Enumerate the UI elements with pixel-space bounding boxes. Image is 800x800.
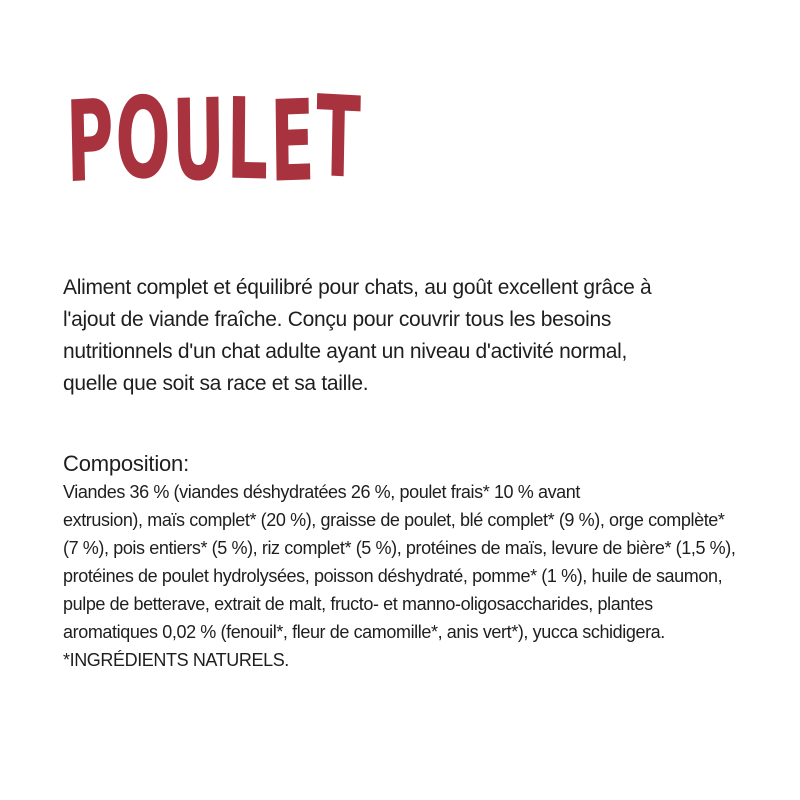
composition-line: *INGRÉDIENTS NATURELS.: [63, 650, 289, 670]
composition-line: Viandes 36 % (viandes déshydratées 26 %, poulet frais* 10 % avant: [63, 482, 581, 502]
product-description: [63, 272, 651, 400]
composition-line: protéines de poulet hydrolysées, poisson déshydraté, pomme* (1 %), huile de saumon,: [63, 566, 723, 586]
composition-line: aromatiques 0,02 % (fenouil*, fleur de camomille*, anis vert*), yucca schidigera.: [63, 622, 665, 642]
description-line: Aliment complet et équilibré pour chats, au goût excellent grâce à: [63, 276, 652, 299]
description-line: nutritionnels d'un chat adulte ayant un niveau d'activité normal,: [63, 340, 628, 363]
composition-ingredients: [63, 478, 735, 674]
description-line: l'ajout de viande fraîche. Conçu pour couvrir tous les besoins: [63, 308, 612, 331]
composition-line: extrusion), maïs complet* (20 %), graisse de poulet, blé complet* (9 %), orge complète*: [63, 510, 725, 530]
composition-line: pulpe de betterave, extrait de malt, fructo- et manno-oligosaccharides, plantes: [63, 594, 653, 614]
description-line: quelle que soit sa race et sa taille.: [63, 372, 369, 395]
composition-heading: Composition:: [63, 451, 189, 476]
product-title: POULET: [64, 71, 362, 209]
composition-line: (7 %), pois entiers* (5 %), riz complet* (5 %), protéines de maïs, levure de bière* (1,5 %),: [63, 538, 736, 558]
